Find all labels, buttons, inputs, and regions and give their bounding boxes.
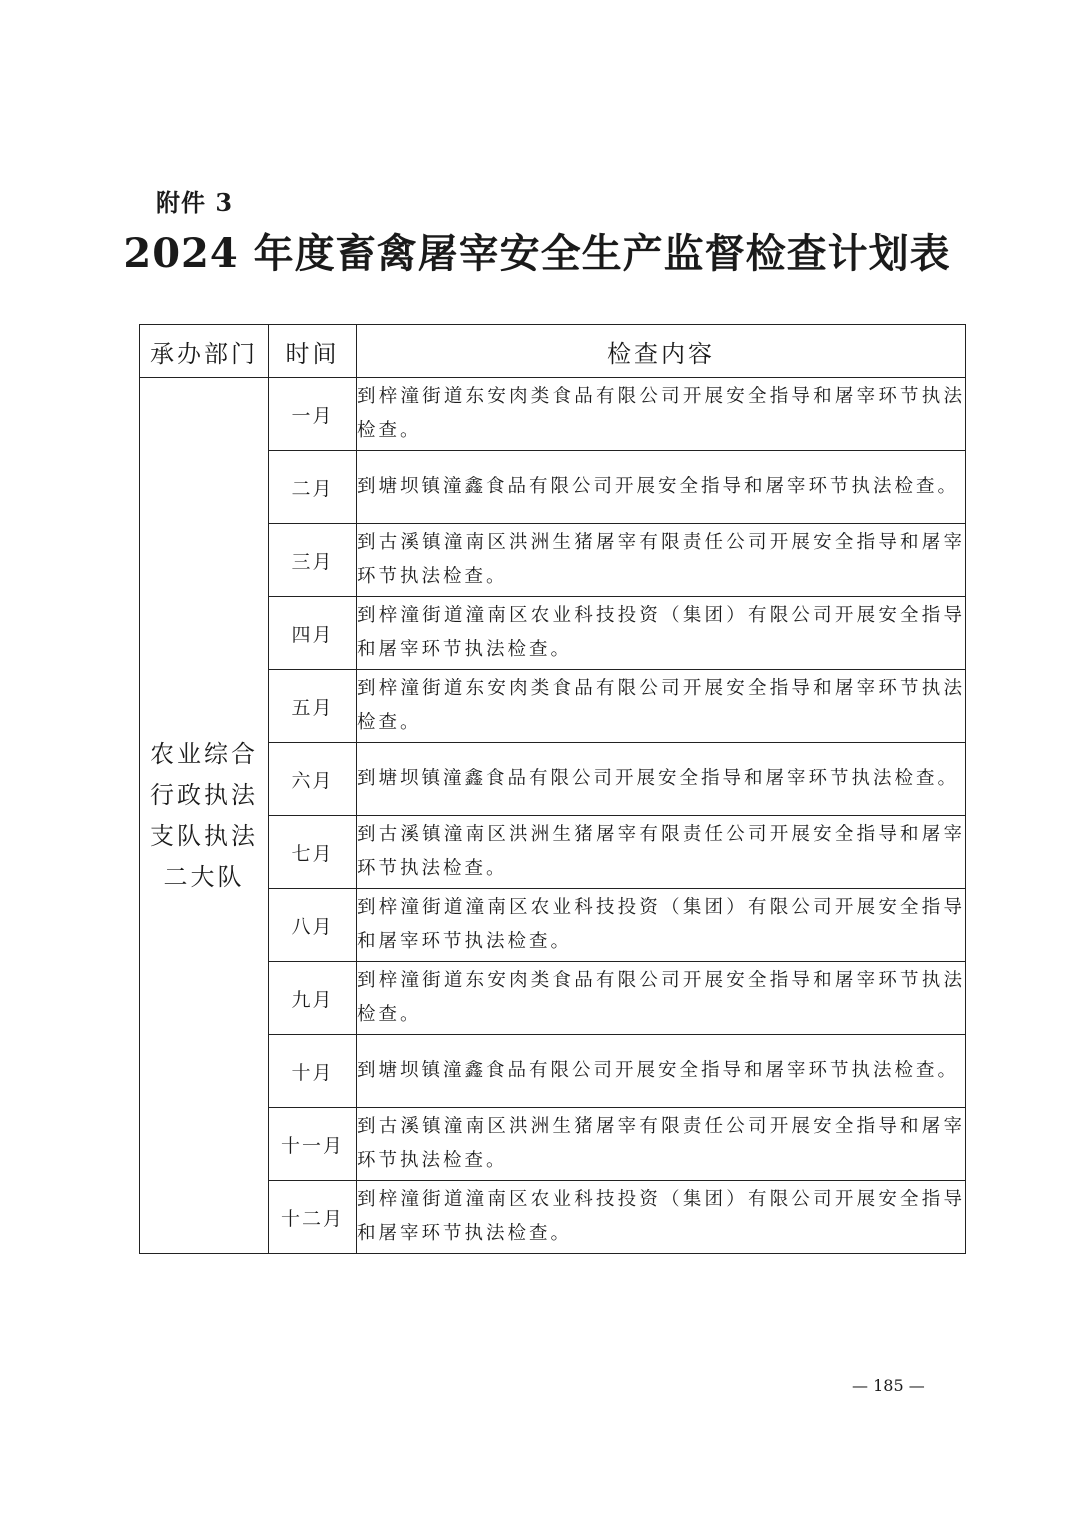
month-cell: 八月 [269,889,357,962]
month-cell: 五月 [269,670,357,743]
table-row [140,378,966,451]
content-cell: 到梓潼街道东安肉类食品有限公司开展安全指导和屠宰环节执法检查。 [357,962,966,1035]
header-content: 检查内容 [357,325,966,378]
month-cell: 一月 [269,378,357,451]
content-cell: 到梓潼街道潼南区农业科技投资（集团）有限公司开展安全指导和屠宰环节执法检查。 [357,597,966,670]
header-dept: 承办部门 [140,325,269,378]
month-cell: 七月 [269,816,357,889]
content-cell: 到古溪镇潼南区洪洲生猪屠宰有限责任公司开展安全指导和屠宰环节执法检查。 [357,524,966,597]
month-cell: 四月 [269,597,357,670]
month-cell: 十一月 [269,1108,357,1181]
table-body [140,378,966,1254]
table-header-row [140,325,966,378]
month-cell: 十月 [269,1035,357,1108]
content-cell: 到塘坝镇潼鑫食品有限公司开展安全指导和屠宰环节执法检查。 [357,743,966,816]
content-cell: 到塘坝镇潼鑫食品有限公司开展安全指导和屠宰环节执法检查。 [357,1035,966,1108]
header-time: 时间 [269,325,357,378]
month-cell: 三月 [269,524,357,597]
month-cell: 六月 [269,743,357,816]
month-cell: 二月 [269,451,357,524]
content-cell: 到梓潼街道东安肉类食品有限公司开展安全指导和屠宰环节执法检查。 [357,670,966,743]
content-cell: 到梓潼街道潼南区农业科技投资（集团）有限公司开展安全指导和屠宰环节执法检查。 [357,1181,966,1254]
document-title: 2024 年度畜禽屠宰安全生产监督检查计划表 [123,230,951,277]
attachment-label: 附件 3 [156,188,234,217]
month-cell: 十二月 [269,1181,357,1254]
inspection-plan-table [139,324,966,1254]
content-cell: 到古溪镇潼南区洪洲生猪屠宰有限责任公司开展安全指导和屠宰环节执法检查。 [357,816,966,889]
content-cell: 到塘坝镇潼鑫食品有限公司开展安全指导和屠宰环节执法检查。 [357,451,966,524]
month-cell: 九月 [269,962,357,1035]
content-cell: 到梓潼街道东安肉类食品有限公司开展安全指导和屠宰环节执法检查。 [357,378,966,451]
content-cell: 到梓潼街道潼南区农业科技投资（集团）有限公司开展安全指导和屠宰环节执法检查。 [357,889,966,962]
department-cell: 农业综合行政执法支队执法二大队 [140,378,269,1254]
content-cell: 到古溪镇潼南区洪洲生猪屠宰有限责任公司开展安全指导和屠宰环节执法检查。 [357,1108,966,1181]
page-number: — 185 — [852,1376,925,1395]
